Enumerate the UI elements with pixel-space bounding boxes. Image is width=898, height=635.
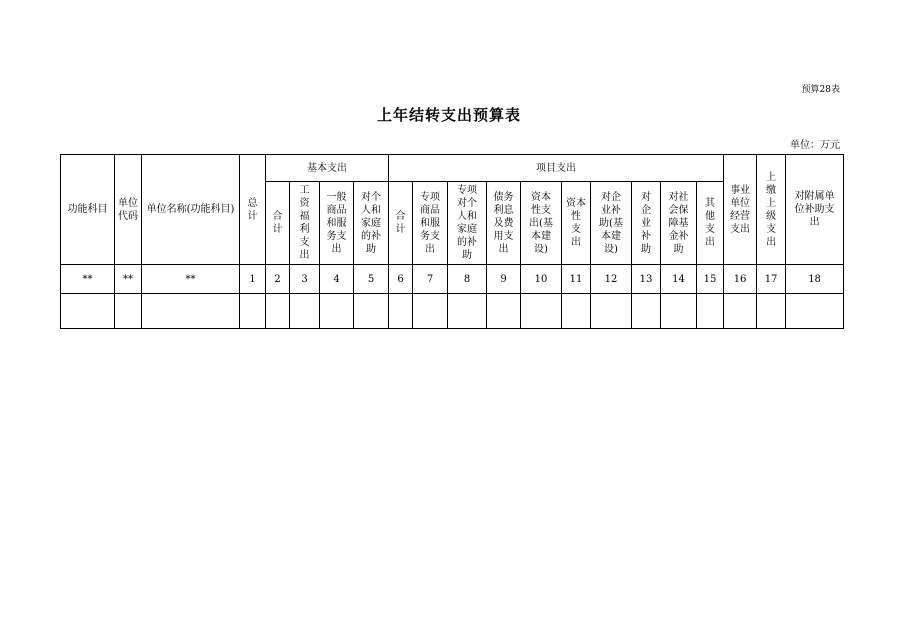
header-capital-infra: 资本 性支 出(基 本建 设) — [521, 182, 562, 265]
header-total: 总 计 — [240, 155, 266, 265]
index-cell: 8 — [448, 265, 487, 294]
index-cell: 5 — [354, 265, 389, 294]
data-cell — [632, 294, 661, 329]
data-cell — [320, 294, 354, 329]
header-ent-subsidy: 对 企 业 补 助 — [632, 182, 661, 265]
index-cell: ** — [142, 265, 240, 294]
index-cell: 9 — [487, 265, 521, 294]
unit-label: 单位：万元 — [790, 140, 840, 151]
header-capital: 资本 性 支 出 — [562, 182, 591, 265]
header-basic-subtotal: 合 计 — [266, 182, 290, 265]
data-cell — [266, 294, 290, 329]
index-cell: 18 — [786, 265, 844, 294]
data-row — [61, 294, 844, 329]
data-cell — [591, 294, 632, 329]
data-cell — [61, 294, 115, 329]
budget-table — [60, 154, 844, 329]
header-proj-subtotal: 合 计 — [389, 182, 413, 265]
index-cell: 10 — [521, 265, 562, 294]
data-cell — [413, 294, 448, 329]
header-business: 事业 单位 经营 支出 — [724, 155, 757, 265]
header-debt: 债务 利息 及费 用支 出 — [487, 182, 521, 265]
index-cell: 7 — [413, 265, 448, 294]
form-code: 预算28表 — [801, 85, 840, 95]
header-proj-goods: 专项 商品 和服 务支 出 — [413, 182, 448, 265]
header-func-subject: 功能科目 — [61, 155, 115, 265]
index-cell: 16 — [724, 265, 757, 294]
data-cell — [562, 294, 591, 329]
data-cell — [521, 294, 562, 329]
header-project-group: 项目支出 — [389, 155, 724, 182]
data-cell — [661, 294, 697, 329]
data-cell — [724, 294, 757, 329]
index-cell: 2 — [266, 265, 290, 294]
header-personal: 对个 人和 家庭 的补 助 — [354, 182, 389, 265]
data-cell — [354, 294, 389, 329]
header-basic-group: 基本支出 — [266, 155, 389, 182]
index-cell: ** — [61, 265, 115, 294]
header-unit-name: 单位名称(功能科目) — [142, 155, 240, 265]
header-unit-code: 单位 代码 — [115, 155, 142, 265]
index-cell: 11 — [562, 265, 591, 294]
index-cell: 14 — [661, 265, 697, 294]
index-cell: 4 — [320, 265, 354, 294]
index-cell: ** — [115, 265, 142, 294]
index-cell: 15 — [697, 265, 724, 294]
data-cell — [240, 294, 266, 329]
header-other: 其 他 支 出 — [697, 182, 724, 265]
data-cell — [757, 294, 786, 329]
index-row — [61, 265, 844, 294]
page-title: 上年结转支出预算表 — [376, 106, 521, 124]
header-proj-personal: 专项 对个 人和 家庭 的补 助 — [448, 182, 487, 265]
index-cell: 17 — [757, 265, 786, 294]
data-cell — [448, 294, 487, 329]
data-cell — [389, 294, 413, 329]
data-cell — [115, 294, 142, 329]
data-cell — [142, 294, 240, 329]
header-superior: 上 缴 上 级 支 出 — [757, 155, 786, 265]
header-wages: 工 资 福 利 支 出 — [290, 182, 320, 265]
index-cell: 6 — [389, 265, 413, 294]
data-cell — [786, 294, 844, 329]
header-ent-subsidy-infra: 对企 业补 助(基 本建 设) — [591, 182, 632, 265]
index-cell: 12 — [591, 265, 632, 294]
data-cell — [487, 294, 521, 329]
index-cell: 13 — [632, 265, 661, 294]
data-cell — [290, 294, 320, 329]
header-goods: 一般 商品 和服 务支 出 — [320, 182, 354, 265]
header-social-security: 对社 会保 障基 金补 助 — [661, 182, 697, 265]
index-cell: 1 — [240, 265, 266, 294]
index-cell: 3 — [290, 265, 320, 294]
data-cell — [697, 294, 724, 329]
header-affiliate: 对附属单 位补助支 出 — [786, 155, 844, 265]
